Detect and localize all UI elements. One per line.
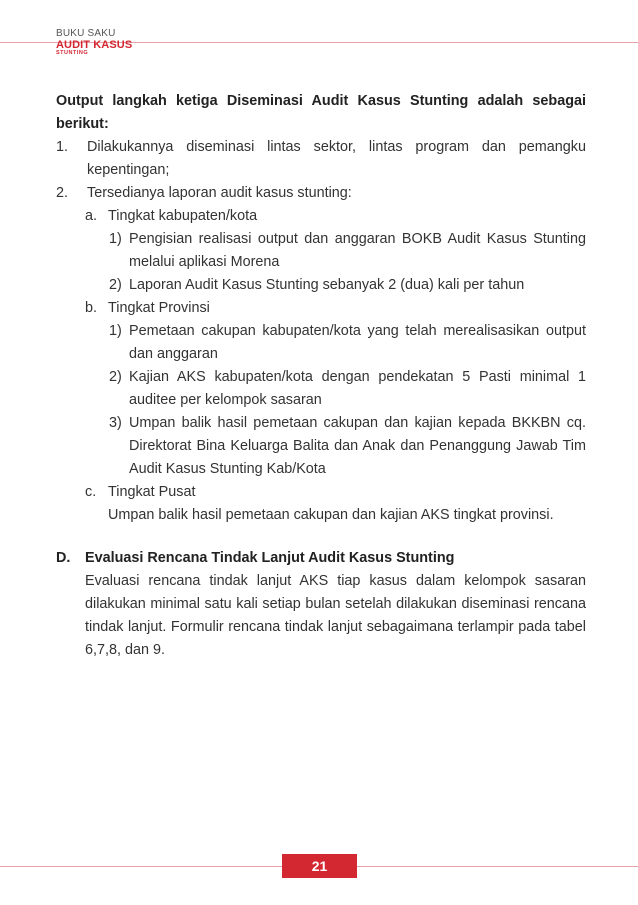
brand-logo: [56, 29, 132, 57]
sub-number: 1): [109, 323, 122, 339]
sub-label: Tingkat kabupaten/kota: [108, 208, 258, 224]
sub-label: Tingkat Provinsi: [108, 300, 210, 316]
brand-line-3: STUNTING: [56, 50, 89, 56]
sub-a-item-2: [56, 274, 586, 297]
sub-number: 3): [109, 415, 122, 431]
sub-a-item-1: [56, 228, 586, 274]
section-letter: D.: [56, 550, 71, 566]
sub-text: Umpan balik hasil pemetaan cakupan dan kajian kepada BKKBN cq. Direktorat Bina Keluarga Balita dan Anak dan Penanggung Jawab Tim Audit Kasus Stunting Kab/Kota: [129, 415, 586, 477]
sub-b-item-2: [56, 366, 586, 412]
sub-letter: c.: [85, 484, 97, 500]
list-number: 2.: [56, 185, 69, 201]
sub-text: Pengisian realisasi output dan anggaran BOKB Audit Kasus Stunting melalui aplikasi Morena: [129, 231, 586, 270]
list-text: Tersedianya laporan audit kasus stunting:: [87, 185, 352, 201]
sub-label: Tingkat Pusat: [108, 484, 196, 500]
section-d-heading: [56, 547, 586, 570]
sub-item-b: [56, 297, 586, 320]
page-content: [56, 90, 586, 662]
sub-number: 1): [109, 231, 122, 247]
list-number: 1.: [56, 139, 69, 155]
sub-c-text: Umpan balik hasil pemetaan cakupan dan kajian AKS tingkat provinsi.: [108, 507, 554, 523]
sub-number: 2): [109, 277, 122, 293]
sub-number: 2): [109, 369, 122, 385]
sub-text: Laporan Audit Kasus Stunting sebanyak 2 (dua) kali per tahun: [129, 277, 525, 293]
sub-b-item-3: [56, 412, 586, 481]
brand-line-2: AUDIT KASUS: [56, 39, 133, 51]
sub-b-item-1: [56, 320, 586, 366]
intro-paragraph: Output langkah ketiga Diseminasi Audit Kasus Stunting adalah sebagai berikut:: [56, 93, 586, 132]
sub-item-c: [56, 481, 586, 504]
sub-letter: a.: [85, 208, 98, 224]
list-item-1: [56, 136, 586, 182]
sub-letter: b.: [85, 300, 98, 316]
section-d-body: Evaluasi rencana tindak lanjut AKS tiap kasus dalam kelompok sasaran dilakukan minimal satu kali setiap bulan setelah dilakukan diseminasi rencana tindak lanjut. Formulir rencana tindak lanjut sebagaimana terlampir pada tabel 6,7,8, dan 9.: [85, 573, 586, 658]
section-title: Evaluasi Rencana Tindak Lanjut Audit Kasus Stunting: [85, 550, 455, 566]
page-number: 21: [282, 854, 357, 878]
list-text: Dilakukannya diseminasi lintas sektor, lintas program dan pemangku kepentingan;: [87, 139, 586, 178]
sub-text: Kajian AKS kabupaten/kota dengan pendekatan 5 Pasti minimal 1 auditee per kelompok sasaran: [129, 369, 586, 408]
brand-line-1: BUKU SAKU: [56, 28, 116, 39]
sub-text: Pemetaan cakupan kabupaten/kota yang telah merealisasikan output dan anggaran: [129, 323, 586, 362]
sub-item-a: [56, 205, 586, 228]
list-item-2: [56, 182, 586, 205]
